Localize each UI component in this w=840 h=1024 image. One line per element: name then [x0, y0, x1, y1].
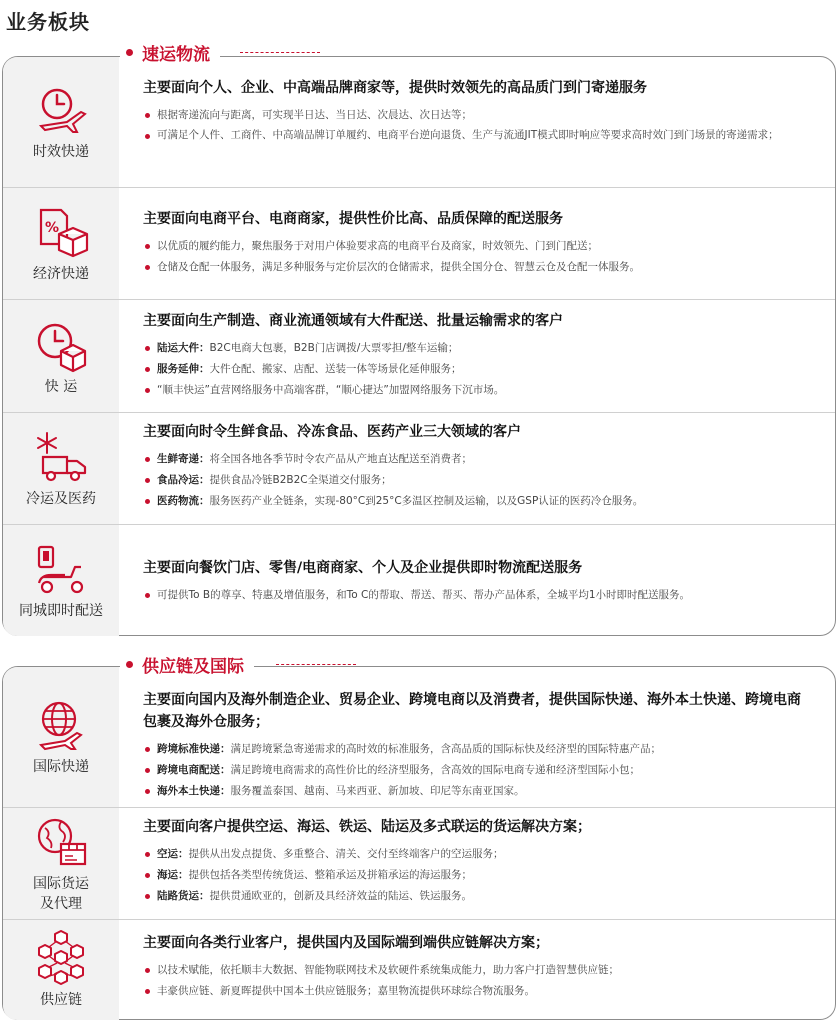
clock-box-icon — [33, 317, 89, 373]
heading-dashed-line — [240, 52, 320, 53]
bullet-item — [143, 981, 813, 1002]
bullet-text: 服务覆盖泰国、越南、马来西亚、新加坡、印尼等东南亚国家。 — [230, 785, 525, 797]
scooter-icon — [33, 541, 89, 597]
bullet-text: 仓储及仓配一体服务，满足多种服务与定价层次的仓储需求，提供全国分仓、智慧云仓及仓配一体服务。 — [157, 261, 640, 273]
bullet-text: 可提供To B的尊享、特惠及增值服务，和To C的帮取、帮送、帮买、帮办产品体系，全城平均1小时即时配送服务。 — [157, 589, 690, 601]
bullet-text: 以优质的履约能力，聚焦服务于对用户体验要求高的电商平台及商家，时效领先、门到门配送； — [157, 240, 598, 252]
express-logistics-panel — [2, 56, 836, 636]
page-title: 业务板块 — [6, 10, 90, 34]
bullet-item — [143, 886, 813, 907]
service-content — [143, 816, 813, 907]
heading-dot — [126, 661, 133, 668]
percent-box-icon — [33, 204, 89, 260]
bullet-item — [143, 470, 813, 491]
bullet-item — [143, 781, 813, 802]
service-title: 主要面向个人、企业、中高端品牌商家等，提供时效领先的高品质门到门寄递服务 — [143, 80, 647, 96]
bullet-item — [143, 865, 813, 886]
service-title: 主要面向电商平台、电商商家，提供性价比高、品质保障的配送服务 — [143, 211, 563, 227]
service-icon-box — [3, 920, 119, 1020]
service-row — [3, 57, 835, 187]
service-label: 冷运及医药 — [26, 491, 96, 507]
bullet-text: B2C电商大包裹，B2B门店调拨/大票零担/整车运输； — [209, 342, 459, 354]
service-row — [3, 667, 835, 807]
service-label-line: 国际货运 — [33, 876, 89, 892]
service-icon-box — [3, 667, 119, 807]
bullet-item — [143, 236, 813, 257]
bullet-term: 生鲜寄递： — [157, 453, 210, 465]
bullet-item — [143, 844, 813, 865]
bullet-item — [143, 760, 813, 781]
bullet-item — [143, 126, 813, 145]
bullet-text: 提供食品冷链B2B2C全渠道交付服务； — [209, 474, 392, 486]
bullet-text: 大件仓配、搬家、店配、送装一体等场景化延伸服务； — [209, 363, 462, 375]
service-icon-box — [3, 413, 119, 525]
bullet-item — [143, 739, 813, 760]
bullet-item — [143, 585, 813, 606]
bullet-text: 丰豪供应链、新夏晖提供中国本土供应链服务；嘉里物流提供环球综合物流服务。 — [157, 985, 535, 997]
bullet-term: 食品冷运： — [157, 474, 210, 486]
service-title: 主要面向生产制造、商业流通领域有大件配送、批量运输需求的客户 — [143, 313, 563, 329]
bullet-term: 海运： — [157, 869, 189, 881]
service-label: 供应链 — [40, 992, 82, 1008]
service-label-line: 及代理 — [40, 896, 82, 912]
section-heading-text: 供应链及国际 — [142, 656, 244, 677]
bullet-text: 提供包括各类型传统货运、整箱承运及拼箱承运的海运服务； — [188, 869, 472, 881]
section-heading — [120, 40, 220, 64]
service-label: 同城即时配送 — [19, 602, 103, 619]
bullet-term: 医药物流： — [157, 495, 210, 507]
service-row — [3, 524, 835, 636]
service-content — [143, 557, 813, 606]
bullet-term: 海外本土快递： — [157, 785, 231, 797]
service-title: 主要面向餐饮门店、零售/电商商家、个人及企业提供即时物流配送服务 — [143, 560, 583, 576]
bullet-term: 跨境标准快递： — [157, 743, 231, 755]
bullet-item — [143, 960, 813, 981]
bullet-text: “顺丰快运”直营网络服务中高端客群，“顺心捷达”加盟网络服务下沉市场。 — [157, 384, 505, 396]
service-title: 主要面向时令生鲜食品、冷冻食品、医药产业三大领域的客户 — [143, 424, 521, 440]
svg-text:%: % — [45, 220, 60, 236]
service-title: 主要面向客户提供空运、海运、铁运、陆运及多式联运的货运解决方案； — [143, 819, 591, 835]
service-icon-box — [3, 188, 119, 300]
network-boxes-icon — [33, 930, 89, 986]
bullet-text: 根据寄递流向与距离，可实现半日达、当日达、次晨达、次日达等； — [157, 109, 472, 121]
heading-dot — [126, 49, 133, 56]
bullet-text: 将全国各地各季节时令农产品从产地直达配送至消费者； — [209, 453, 472, 465]
bullet-text: 满足跨境紧急寄递需求的高时效的标准服务，含高品质的国际标快及经济型的国际特惠产品； — [230, 743, 661, 755]
clock-plane-icon — [33, 82, 89, 138]
bullet-item — [143, 449, 813, 470]
service-content — [143, 77, 813, 145]
service-label: 快 运 — [44, 378, 78, 395]
service-content — [143, 932, 813, 1002]
bullet-text: 服务医药产业全链条，实现-80°C到25°C多温区控制及运输，以及GSP认证的医药冷仓服务。 — [209, 495, 644, 507]
service-row — [3, 807, 835, 920]
bullet-term: 陆路货运： — [157, 890, 210, 902]
globe-plane-icon — [33, 697, 89, 753]
bullet-item — [143, 380, 813, 401]
bullet-item — [143, 105, 813, 126]
service-title: 主要面向国内及海外制造企业、贸易企业、跨境电商以及消费者，提供国际快递、海外本土快递、跨境电商包裹及海外仓服务； — [143, 692, 801, 730]
service-icon-box — [3, 525, 119, 636]
bullet-item — [143, 359, 813, 380]
bullet-term: 空运： — [157, 848, 189, 860]
heading-dashed-line — [276, 664, 356, 665]
bullet-text: 满足跨境电商需求的高性价比的经济型服务，含高效的国际电商专递和经济型国际小包； — [230, 764, 640, 776]
service-content — [143, 310, 813, 401]
bullet-text: 提供从出发点提货、多重整合、清关、交付至终端客户的空运服务； — [188, 848, 504, 860]
bullet-text: 可满足个人件、工商件、中高端品牌订单履约、电商平台逆向退货、生产与流通JIT模式即时响应等要求高时效门到门场景的寄递需求； — [157, 129, 779, 141]
cold-truck-icon — [33, 429, 89, 485]
bullet-term: 服务延伸： — [157, 363, 210, 375]
service-content — [143, 421, 813, 512]
section-heading-text: 速运物流 — [142, 44, 210, 65]
bullet-text: 提供贯通欧亚的，创新及具经济效益的陆运、铁运服务。 — [209, 890, 472, 902]
bullet-term: 跨境电商配送： — [157, 764, 231, 776]
globe-box-icon — [33, 814, 89, 870]
service-label: 经济快递 — [33, 266, 89, 282]
service-row — [3, 412, 835, 525]
bullet-term: 陆运大件： — [157, 342, 210, 354]
service-icon-box — [3, 57, 119, 187]
bullet-item — [143, 257, 813, 278]
service-content — [143, 208, 813, 278]
service-label — [33, 874, 89, 914]
service-title: 主要面向各类行业客户，提供国内及国际端到端供应链解决方案； — [143, 935, 549, 951]
service-row — [3, 299, 835, 413]
service-label: 时效快递 — [33, 144, 89, 160]
service-label: 国际快递 — [33, 759, 89, 775]
bullet-item — [143, 338, 813, 359]
service-row — [3, 187, 835, 300]
service-icon-box — [3, 300, 119, 413]
service-row — [3, 919, 835, 1020]
section-heading — [120, 652, 254, 676]
supply-chain-panel — [2, 666, 836, 1020]
bullet-text: 以技术赋能，依托顺丰大数据、智能物联网技术及软硬件系统集成能力，助力客户打造智慧供应链； — [157, 964, 619, 976]
service-content — [143, 689, 813, 802]
bullet-item — [143, 491, 813, 512]
service-icon-box — [3, 808, 119, 920]
